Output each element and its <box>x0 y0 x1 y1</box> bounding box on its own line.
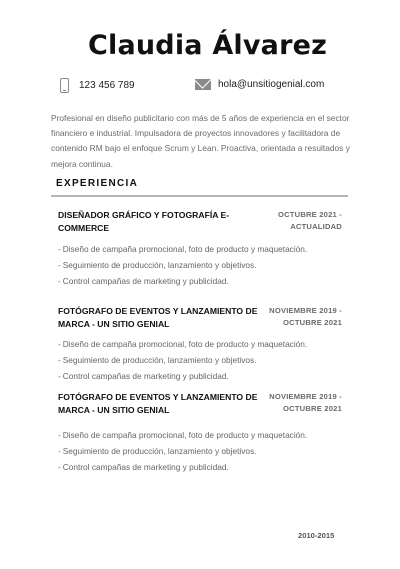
mail-icon <box>195 79 211 90</box>
bullet-item: - Control campañas de marketing y publicidad. <box>58 461 229 472</box>
bullet-item: - Control campañas de marketing y publicidad. <box>58 370 229 381</box>
job-date: NOVIEMBRE 2019 - OCTUBRE 2021 <box>269 392 342 413</box>
job-title: DISEÑADOR GRÁFICO Y FOTOGRAFÍA E-COMMERCE <box>58 210 230 233</box>
job-title: FOTÓGRAFO DE EVENTOS Y LANZAMIENTO DE MARCA - UN SITIO GENIAL <box>58 306 258 329</box>
bullet-item: - Diseño de campaña promocional, foto de producto y maquetación. <box>58 339 308 349</box>
job-bullets <box>58 337 307 384</box>
email-contact <box>195 79 324 90</box>
phone-number: 123 456 789 <box>79 80 135 91</box>
job-date: OCTUBRE 2021 - ACTUALIDAD <box>278 210 342 231</box>
profile-summary: Profesional en diseño publicitario con más de 5 años de experiencia en el sector financiero e industrial. Impulsadora de proyectos innovadores y facilitadora de contenido RM bajo el enfoque Scrum y Lean. Proactiva, orientada a resultados y mejora continua. <box>51 113 350 169</box>
bullet-item: - Diseño de campaña promocional, foto de producto y maquetación. <box>58 430 308 440</box>
bullet-item: - Seguimiento de producción, lanzamiento y objetivos. <box>58 354 257 365</box>
email-address[interactable]: hola@unsitiogenial.com <box>218 79 325 90</box>
bullet-item: - Diseño de campaña promocional, foto de producto y maquetación. <box>58 244 308 254</box>
job-date: NOVIEMBRE 2019 - OCTUBRE 2021 <box>269 306 342 327</box>
education-date: 2010-2015 <box>298 531 335 540</box>
section-divider <box>51 195 348 197</box>
experience-section-title: EXPERIENCIA <box>56 178 139 189</box>
job-bullets <box>58 242 307 289</box>
phone-contact <box>60 78 135 93</box>
bullet-item: - Control campañas de marketing y publicidad. <box>58 275 229 286</box>
candidate-name: Claudia Álvarez <box>88 30 328 61</box>
bullet-item: - Seguimiento de producción, lanzamiento y objetivos. <box>58 445 257 456</box>
job-title: FOTÓGRAFO DE EVENTOS Y LANZAMIENTO DE MARCA - UN SITIO GENIAL <box>58 392 258 415</box>
phone-icon <box>60 78 69 93</box>
bullet-item: - Seguimiento de producción, lanzamiento y objetivos. <box>58 259 257 270</box>
job-bullets <box>58 428 307 475</box>
